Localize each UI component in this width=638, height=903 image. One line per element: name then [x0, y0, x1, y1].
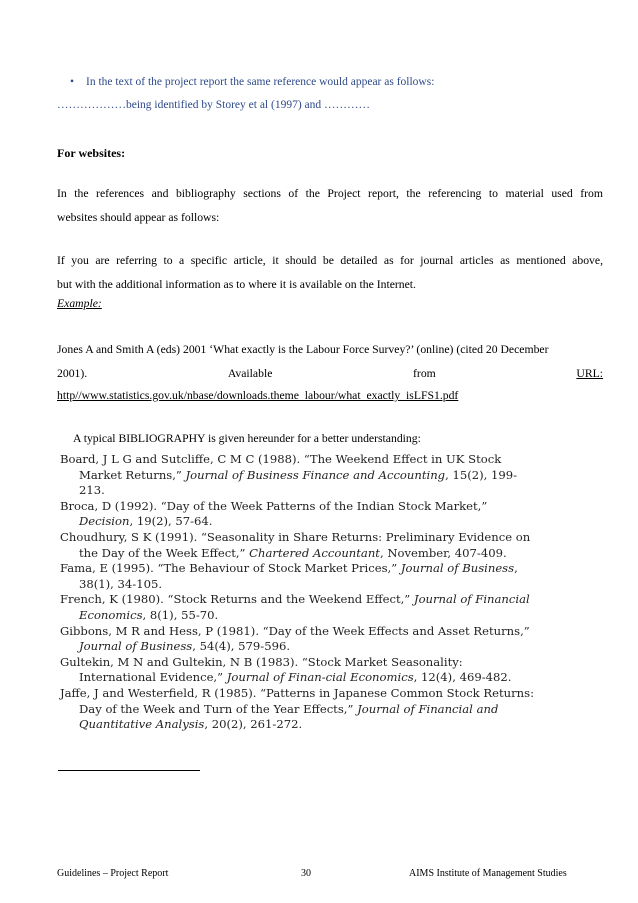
reference-line-2 — [57, 367, 603, 380]
bibliography-entry: Gultekin, M N and Gultekin, N B (1983). “Stock Market Seasonality: International Evidence,” Journal of Finan-cial Economics, 12(4), 469-482. — [60, 654, 512, 685]
paragraph-1-line-2: websites should appear as follows: — [57, 211, 220, 224]
paragraph-2-line-2: but with the additional information as to where it is available on the Internet. — [57, 278, 416, 291]
websites-heading: For websites: — [57, 146, 126, 160]
footer-institution: AIMS Institute of Management Studies — [409, 868, 567, 879]
websites-paragraph-2 — [57, 249, 603, 297]
bibliography-entry: Broca, D (1992). “Day of the Week Patterns of the Indian Stock Market,” Decision, 19(2), 57-64. — [60, 498, 488, 529]
bibliography-entry: Gibbons, M R and Hess, P (1981). “Day of the Week Effects and Asset Returns,” Journal of Business, 54(4), 579-596. — [60, 623, 530, 654]
reference-line-1: Jones A and Smith A (eds) 2001 ‘What exactly is the Labour Force Survey?’ (online) (cited 20 December — [57, 343, 549, 356]
bibliography-entry: Board, J L G and Sutcliffe, C M C (1988). “The Weekend Effect in UK Stock Market Returns,” Journal of Business Finance and Accounting, 15(2), 199-213. — [60, 452, 518, 498]
bibliography-entry: Fama, E (1995). “The Behaviour of Stock Market Prices,” Journal of Business, 38(1), 34-105. — [60, 561, 518, 591]
bibliography-list — [60, 452, 540, 733]
bullet-item — [70, 76, 434, 88]
bibliography-entry: French, K (1980). “Stock Returns and the Weekend Effect,” Journal of Financial Economics, 8(1), 55-70. — [60, 592, 530, 622]
bibliography-intro: A typical BIBLIOGRAPHY is given hereunder for a better understanding: — [73, 432, 421, 445]
websites-paragraph-1 — [57, 182, 603, 230]
bibliography-entry: Choudhury, S K (1991). “Seasonality in Share Returns: Preliminary Evidence on the Day of the Week Effect,” Chartered Accountant, November, 407-409. — [60, 529, 531, 560]
reference-url-label: URL: — [576, 367, 603, 380]
reference-available: Available — [227, 367, 273, 380]
bibliography-entry: Jaffe, J and Westerfield, R (1985). “Patterns in Japanese Common Stock Returns: Day of the Week and Turn of the Year Effects,” Journal of Financial and Quantitative Analysis, 20(2), 261-272. — [60, 685, 534, 732]
reference-url-link[interactable]: http//www.statistics.gov.uk/nbase/downloads.theme_labour/what_exactly_isLFS1.pdf — [57, 389, 459, 402]
paragraph-1-line-1: In the references and bibliography sections of the Project report, the referencing to material used from — [57, 187, 603, 200]
bullet-continuation: ………………being identified by Storey et al (1997) and ………… — [57, 99, 371, 111]
bullet-dot-icon: • — [70, 76, 75, 88]
footer-page-number: 30 — [301, 868, 311, 879]
bullet-text: In the text of the project report the same reference would appear as follows: — [86, 76, 435, 88]
reference-from: from — [413, 367, 436, 380]
example-label: Example: — [57, 297, 102, 310]
reference-date: 2001). — [57, 367, 88, 380]
footnote-divider — [58, 770, 200, 771]
paragraph-2-line-1: If you are referring to a specific article, it should be detailed as for journal articles as mentioned above, — [57, 254, 603, 267]
footer-document-title: Guidelines – Project Report — [57, 868, 169, 879]
